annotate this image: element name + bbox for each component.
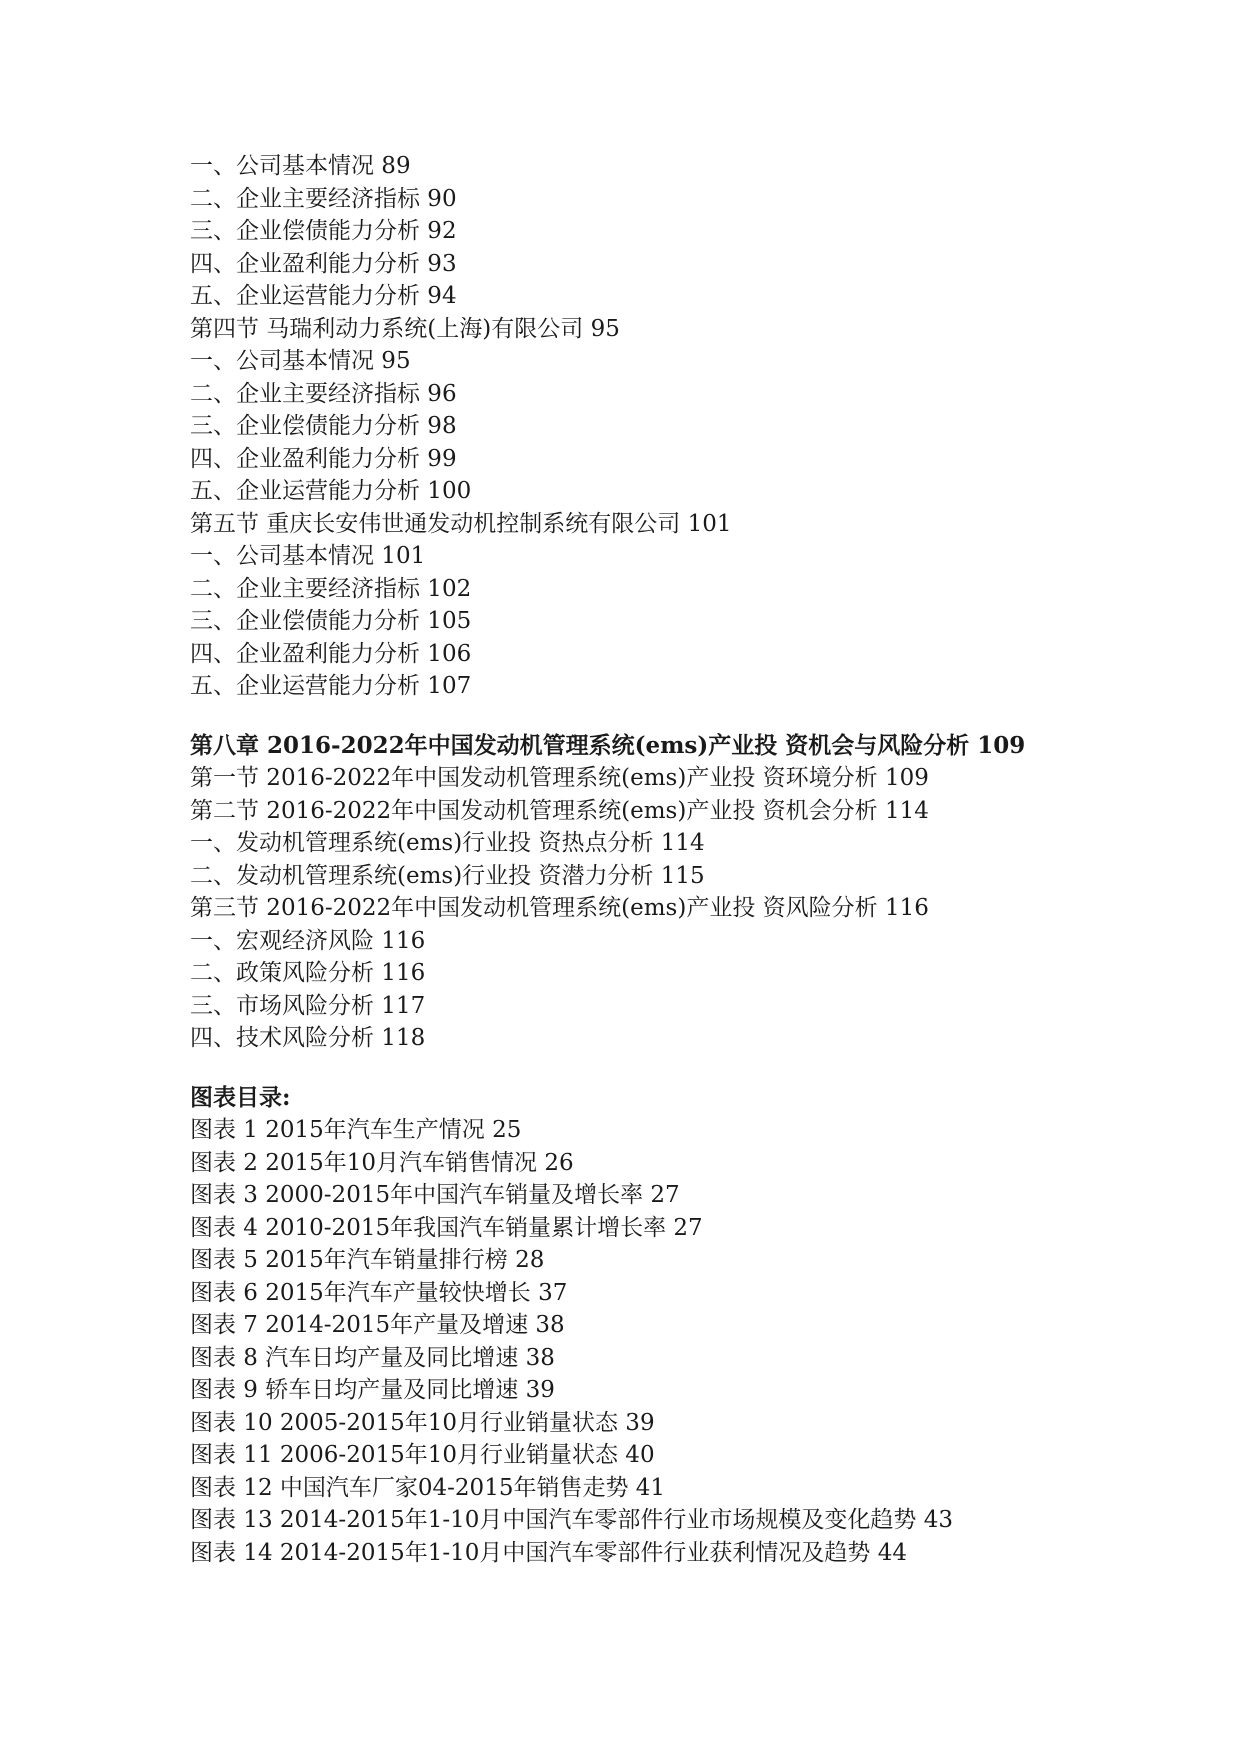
toc-entry: 第四节 马瑞利动力系统(上海)有限公司 95 (190, 315, 620, 342)
toc-section-companies (190, 150, 1190, 703)
figure-list (190, 1082, 1190, 1570)
toc-entry: 五、企业运营能力分析 100 (190, 478, 472, 504)
figure-entry: 图表 5 2015年汽车销量排行榜 28 (190, 1247, 545, 1273)
toc-entry: 第二节 2016-2022年中国发动机管理系统(ems)产业投 资机会分析 114 (190, 797, 929, 824)
toc-entry: 四、企业盈利能力分析 99 (190, 445, 457, 472)
toc-entry: 四、技术风险分析 118 (190, 1025, 426, 1051)
toc-entry: 四、企业盈利能力分析 93 (190, 250, 457, 277)
figure-entry: 图表 8 汽车日均产量及同比增速 38 (190, 1344, 555, 1371)
toc-entry: 四、企业盈利能力分析 106 (190, 640, 472, 667)
toc-entry: 一、发动机管理系统(ems)行业投 资热点分析 114 (190, 830, 705, 856)
figure-entry: 图表 10 2005-2015年10月行业销量状态 39 (190, 1409, 655, 1436)
toc-entry: 五、企业运营能力分析 107 (190, 673, 472, 699)
toc-entry: 五、企业运营能力分析 94 (190, 283, 457, 309)
spacer (190, 703, 1190, 730)
toc-entry: 二、企业主要经济指标 102 (190, 575, 472, 602)
figure-entry: 图表 14 2014-2015年1-10月中国汽车零部件行业获利情况及趋势 44 (190, 1539, 907, 1566)
toc-entry: 三、市场风险分析 117 (190, 992, 426, 1019)
toc-entry: 二、企业主要经济指标 90 (190, 185, 457, 212)
figure-entry: 图表 1 2015年汽车生产情况 25 (190, 1117, 522, 1143)
figure-entry: 图表 3 2000-2015年中国汽车销量及增长率 27 (190, 1182, 680, 1208)
toc-entry: 第三节 2016-2022年中国发动机管理系统(ems)产业投 资风险分析 116 (190, 895, 929, 921)
figure-entry: 图表 2 2015年10月汽车销售情况 26 (190, 1149, 574, 1176)
document-page (190, 150, 1190, 1569)
figure-entry: 图表 11 2006-2015年10月行业销量状态 40 (190, 1442, 655, 1468)
toc-entry: 二、政策风险分析 116 (190, 960, 426, 986)
toc-entry: 第五节 重庆长安伟世通发动机控制系统有限公司 101 (190, 510, 732, 537)
toc-entry: 三、企业偿债能力分析 92 (190, 218, 457, 244)
toc-entry: 一、宏观经济风险 116 (190, 927, 426, 954)
figure-entry: 图表 4 2010-2015年我国汽车销量累计增长率 27 (190, 1214, 703, 1241)
toc-entry: 三、企业偿债能力分析 105 (190, 608, 472, 634)
toc-entry: 一、公司基本情况 95 (190, 348, 411, 374)
figure-entry: 图表 7 2014-2015年产量及增速 38 (190, 1312, 565, 1338)
toc-entry: 一、公司基本情况 89 (190, 153, 411, 179)
figure-entry: 图表 13 2014-2015年1-10月中国汽车零部件行业市场规模及变化趋势 43 (190, 1507, 953, 1533)
chapter-heading: 第八章 2016-2022年中国发动机管理系统(ems)产业投 资机会与风险分析 109 (190, 731, 1026, 759)
toc-entry: 二、发动机管理系统(ems)行业投 资潜力分析 115 (190, 862, 705, 889)
figure-list-heading: 图表目录: (190, 1083, 291, 1111)
toc-entry: 第一节 2016-2022年中国发动机管理系统(ems)产业投 资环境分析 109 (190, 765, 929, 791)
toc-entry: 二、企业主要经济指标 96 (190, 380, 457, 407)
toc-entry: 三、企业偿债能力分析 98 (190, 413, 457, 439)
figure-entry: 图表 6 2015年汽车产量较快增长 37 (190, 1279, 568, 1306)
spacer (190, 1055, 1190, 1082)
toc-entry: 一、公司基本情况 101 (190, 543, 426, 569)
figure-entry: 图表 12 中国汽车厂家04-2015年销售走势 41 (190, 1474, 666, 1501)
figure-entry: 图表 9 轿车日均产量及同比增速 39 (190, 1377, 555, 1403)
toc-section-chapter8 (190, 730, 1190, 1055)
